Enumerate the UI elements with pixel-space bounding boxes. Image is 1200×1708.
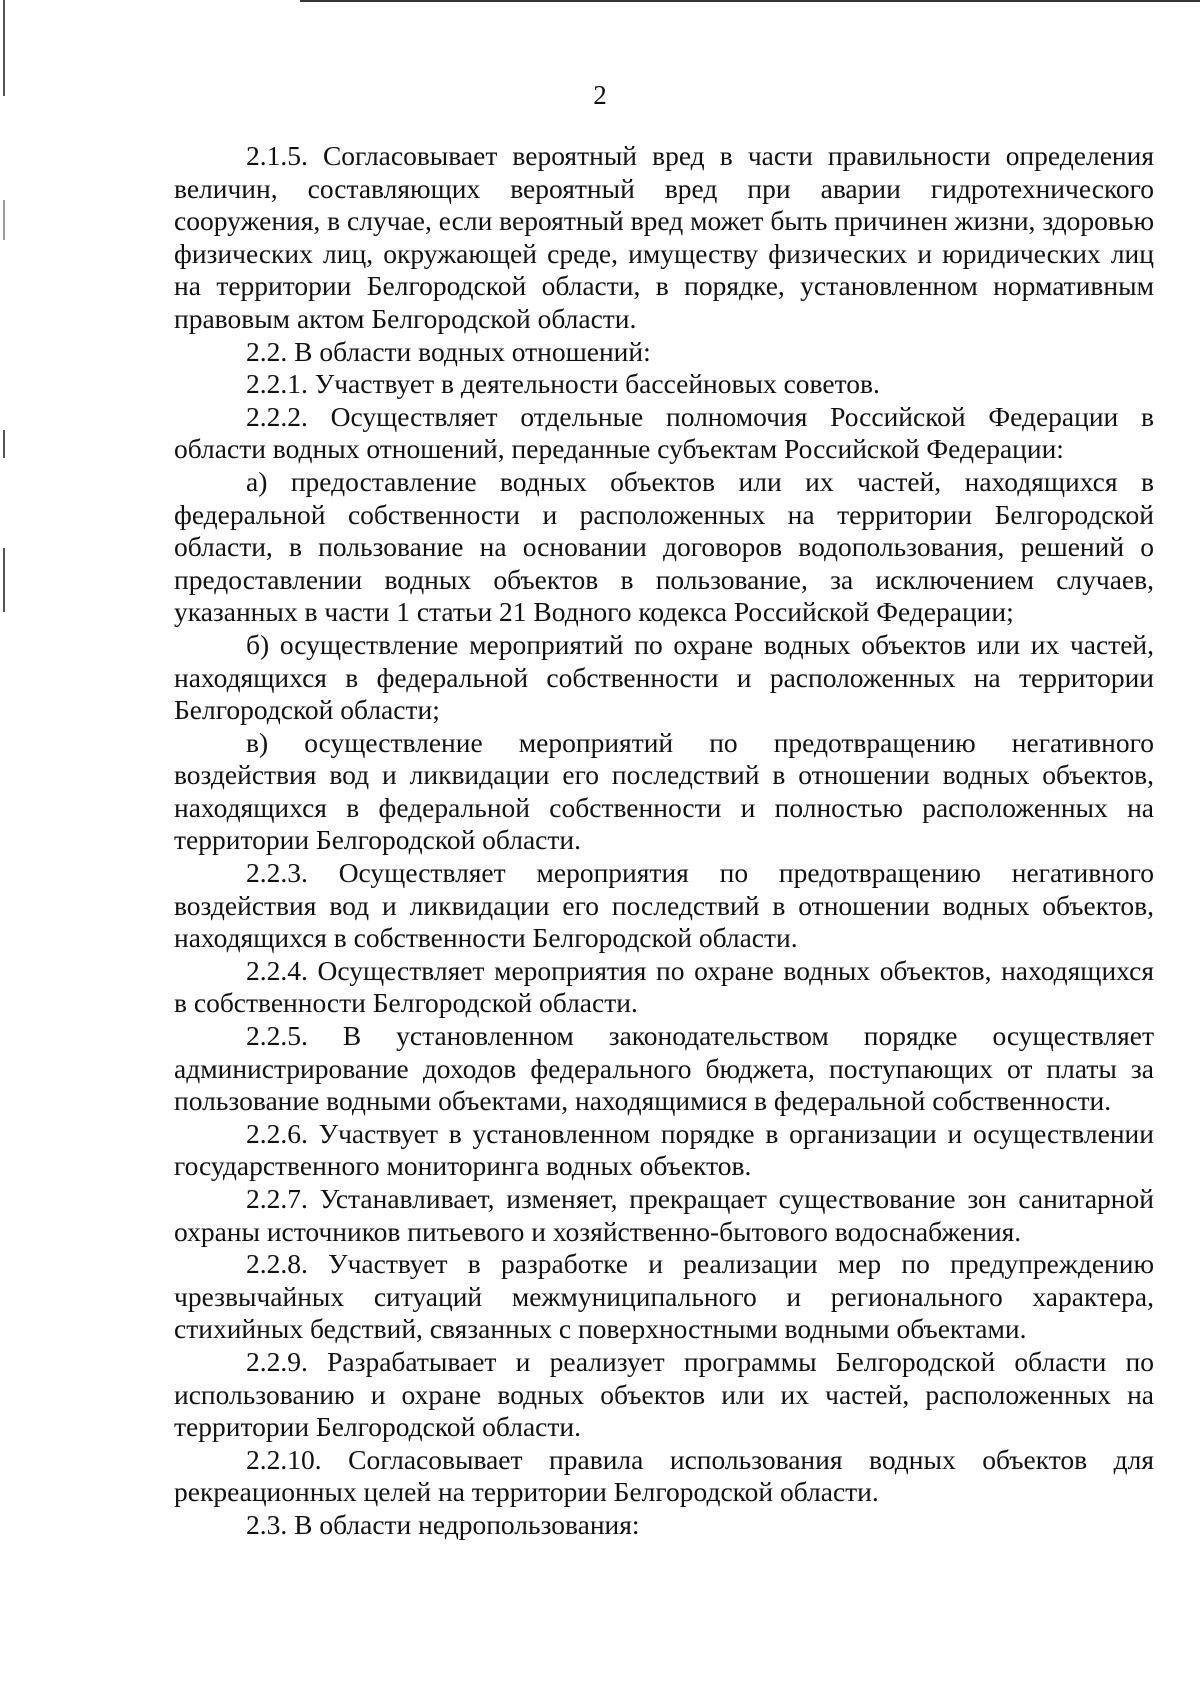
scan-left-edge-mark [3, 548, 5, 612]
scan-left-edge-mark [3, 430, 5, 458]
document-body [174, 140, 1154, 1542]
paragraph-2-2-1: 2.2.1. Участвует в деятельности бассейновых советов. [246, 368, 880, 400]
scan-top-edge-line [300, 0, 1200, 2]
paragraph-2-2-7: 2.2.7. Устанавливает, изменяет, прекращает существование зон санитарной охраны источников питьевого и хозяйственно-бытового водоснабжения. [174, 1183, 1154, 1247]
paragraph-2-2-9: 2.2.9. Разрабатывает и реализует программы Белгородской области по использованию и охране водных объектов или их частей, расположенных на территории Белгородской области. [174, 1345, 1154, 1443]
paragraph-2-1-5: 2.1.5. Согласовывает вероятный вред в части правильности определения величин, составляющих вероятный вред при аварии гидротехнического сооружения, в случае, если вероятный вред может быть причинен жизни, здоровью физических лиц, окружающей среде, имуществу физических и юридических лиц на территории Белгородской области, в порядке, установленном нормативным правовым актом Белгородской области. [174, 140, 1154, 334]
scan-left-edge-mark [3, 200, 5, 240]
paragraph-2-2-8: 2.2.8. Участвует в разработке и реализации мер по предупреждению чрезвычайных ситуаций межмуниципального и регионального характера, стихийных бедствий, связанных с поверхностными водными объектами. [174, 1248, 1154, 1345]
paragraph-2-2-2: 2.2.2. Осуществляет отдельные полномочия Российской Федерации в области водных отношений, переданные субъектам Российской Федерации: [174, 400, 1154, 465]
paragraph-2-2-4: 2.2.4. Осуществляет мероприятия по охране водных объектов, находящихся в собственности Белгородской области. [174, 954, 1154, 1019]
paragraph-2-2-6: 2.2.6. Участвует в установленном порядке в организации и осуществлении государственного мониторинга водных объектов. [174, 1117, 1154, 1182]
paragraph-2-2-2-a: а) предоставление водных объектов или их частей, находящихся в федеральной собственности и расположенных на территории Белгородской области, в пользование на основании договоров водопользования, решений о предоставлении водных объектов в пользование, за исключением случаев, указанных в части 1 статьи 21 Водного кодекса Российской Федерации; [174, 465, 1154, 628]
paragraph-2-2-2-v: в) осуществление мероприятий по предотвращению негативного воздействия вод и ликвидации его последствий в отношении водных объектов, находящихся в федеральной собственности и полностью расположенных на территории Белгородской области. [174, 726, 1154, 856]
paragraph-2-2-2-b: б) осуществление мероприятий по охране водных объектов или их частей, находящихся в федеральной собственности и расположенных на территории Белгородской области; [174, 628, 1154, 726]
paragraph-2-2-5: 2.2.5. В установленном законодательством порядке осуществляет администрирование доходов федерального бюджета, поступающих от платы за пользование водными объектами, находящимися в федеральной собственности. [174, 1020, 1154, 1117]
paragraph-2-2-3: 2.2.3. Осуществляет мероприятия по предотвращению негативного воздействия вод и ликвидации его последствий в отношении водных объектов, находящихся в собственности Белгородской области. [174, 857, 1154, 954]
page-number: 2 [593, 80, 607, 110]
paragraph-2-3-heading: 2.3. В области недропользования: [246, 1508, 640, 1540]
paragraph-2-2-10: 2.2.10. Согласовывает правила использования водных объектов для рекреационных целей на территории Белгородской области. [174, 1443, 1154, 1508]
paragraph-2-2-heading: 2.2. В области водных отношений: [246, 335, 651, 367]
